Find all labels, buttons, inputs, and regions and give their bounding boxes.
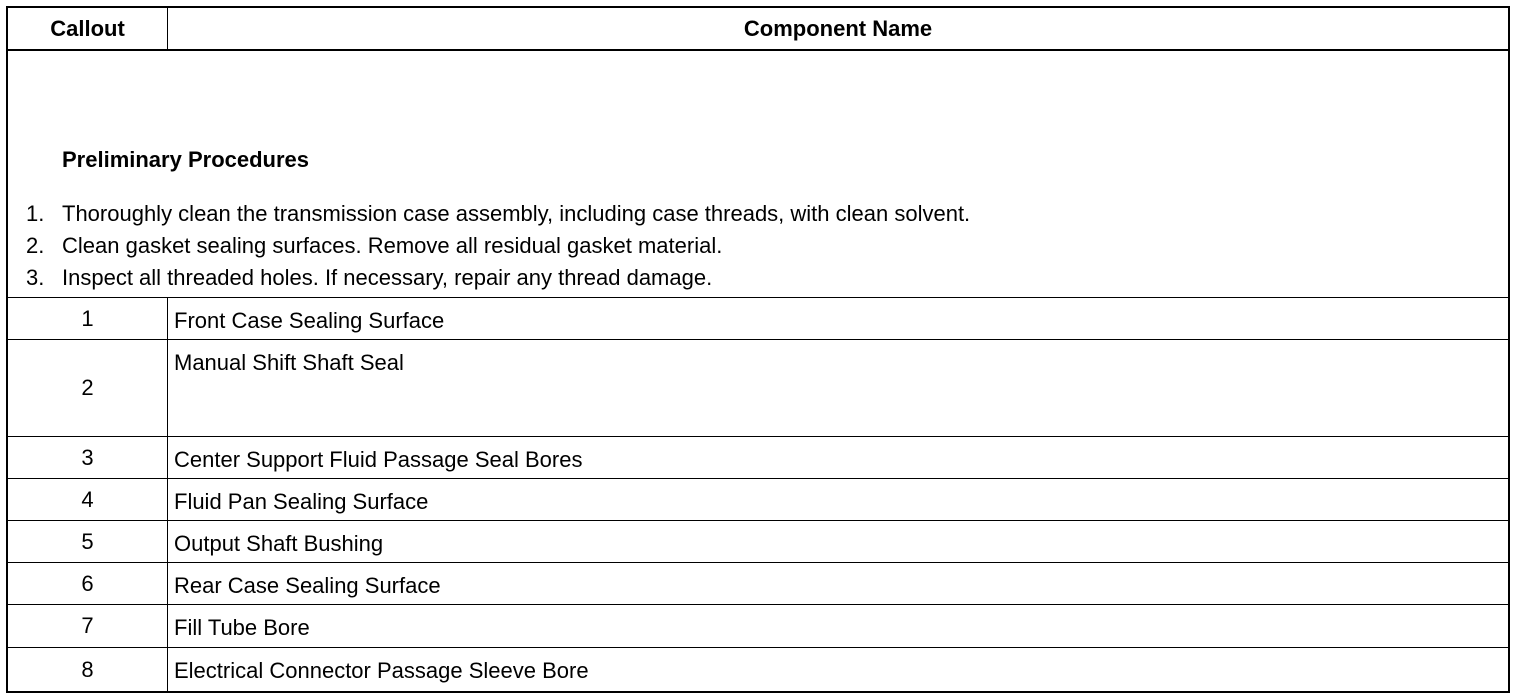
component-name-cell: Electrical Connector Passage Sleeve Bore — [174, 658, 589, 683]
component-name-cell: Fill Tube Bore — [174, 615, 310, 640]
table-row — [8, 521, 1508, 563]
component-name-cell: Front Case Sealing Surface — [174, 308, 445, 333]
callout-cell: 5 — [8, 521, 168, 562]
callout-cell: 6 — [8, 563, 168, 604]
component-name-cell: Rear Case Sealing Surface — [174, 573, 441, 598]
callout-header: Callout — [8, 8, 168, 49]
table-row — [8, 648, 1508, 691]
table-row — [8, 437, 1508, 479]
step-text: Inspect all threaded holes. If necessary, repair any thread damage. — [62, 265, 713, 290]
component-name-cell: Center Support Fluid Passage Seal Bores — [174, 447, 583, 472]
step-text: Thoroughly clean the transmission case assembly, including case threads, with clean solvent. — [62, 201, 971, 226]
callout-cell: 1 — [8, 298, 168, 339]
callout-cell: 3 — [8, 437, 168, 478]
table-row — [8, 563, 1508, 605]
step-text: Clean gasket sealing surfaces. Remove all residual gasket material. — [62, 233, 723, 258]
table-row — [8, 479, 1508, 521]
callout-cell: 4 — [8, 479, 168, 520]
component-name-cell: Manual Shift Shaft Seal — [174, 350, 404, 375]
callout-cell: 7 — [8, 605, 168, 647]
preliminary-procedures — [8, 51, 1508, 298]
component-name-cell: Fluid Pan Sealing Surface — [174, 489, 429, 514]
step-number: 3. — [26, 265, 45, 290]
table-row — [8, 605, 1508, 648]
table-header — [8, 8, 1508, 51]
step-number: 2. — [26, 233, 45, 258]
callout-cell: 2 — [8, 340, 168, 436]
component-name-header: Component Name — [743, 15, 933, 41]
component-table — [6, 6, 1510, 693]
component-name-cell: Output Shaft Bushing — [174, 531, 384, 556]
step-number: 1. — [26, 201, 45, 226]
table-row — [8, 340, 1508, 437]
callout-cell: 8 — [8, 648, 168, 691]
table-row — [8, 298, 1508, 340]
preliminary-procedures-title: Preliminary Procedures — [62, 147, 310, 172]
